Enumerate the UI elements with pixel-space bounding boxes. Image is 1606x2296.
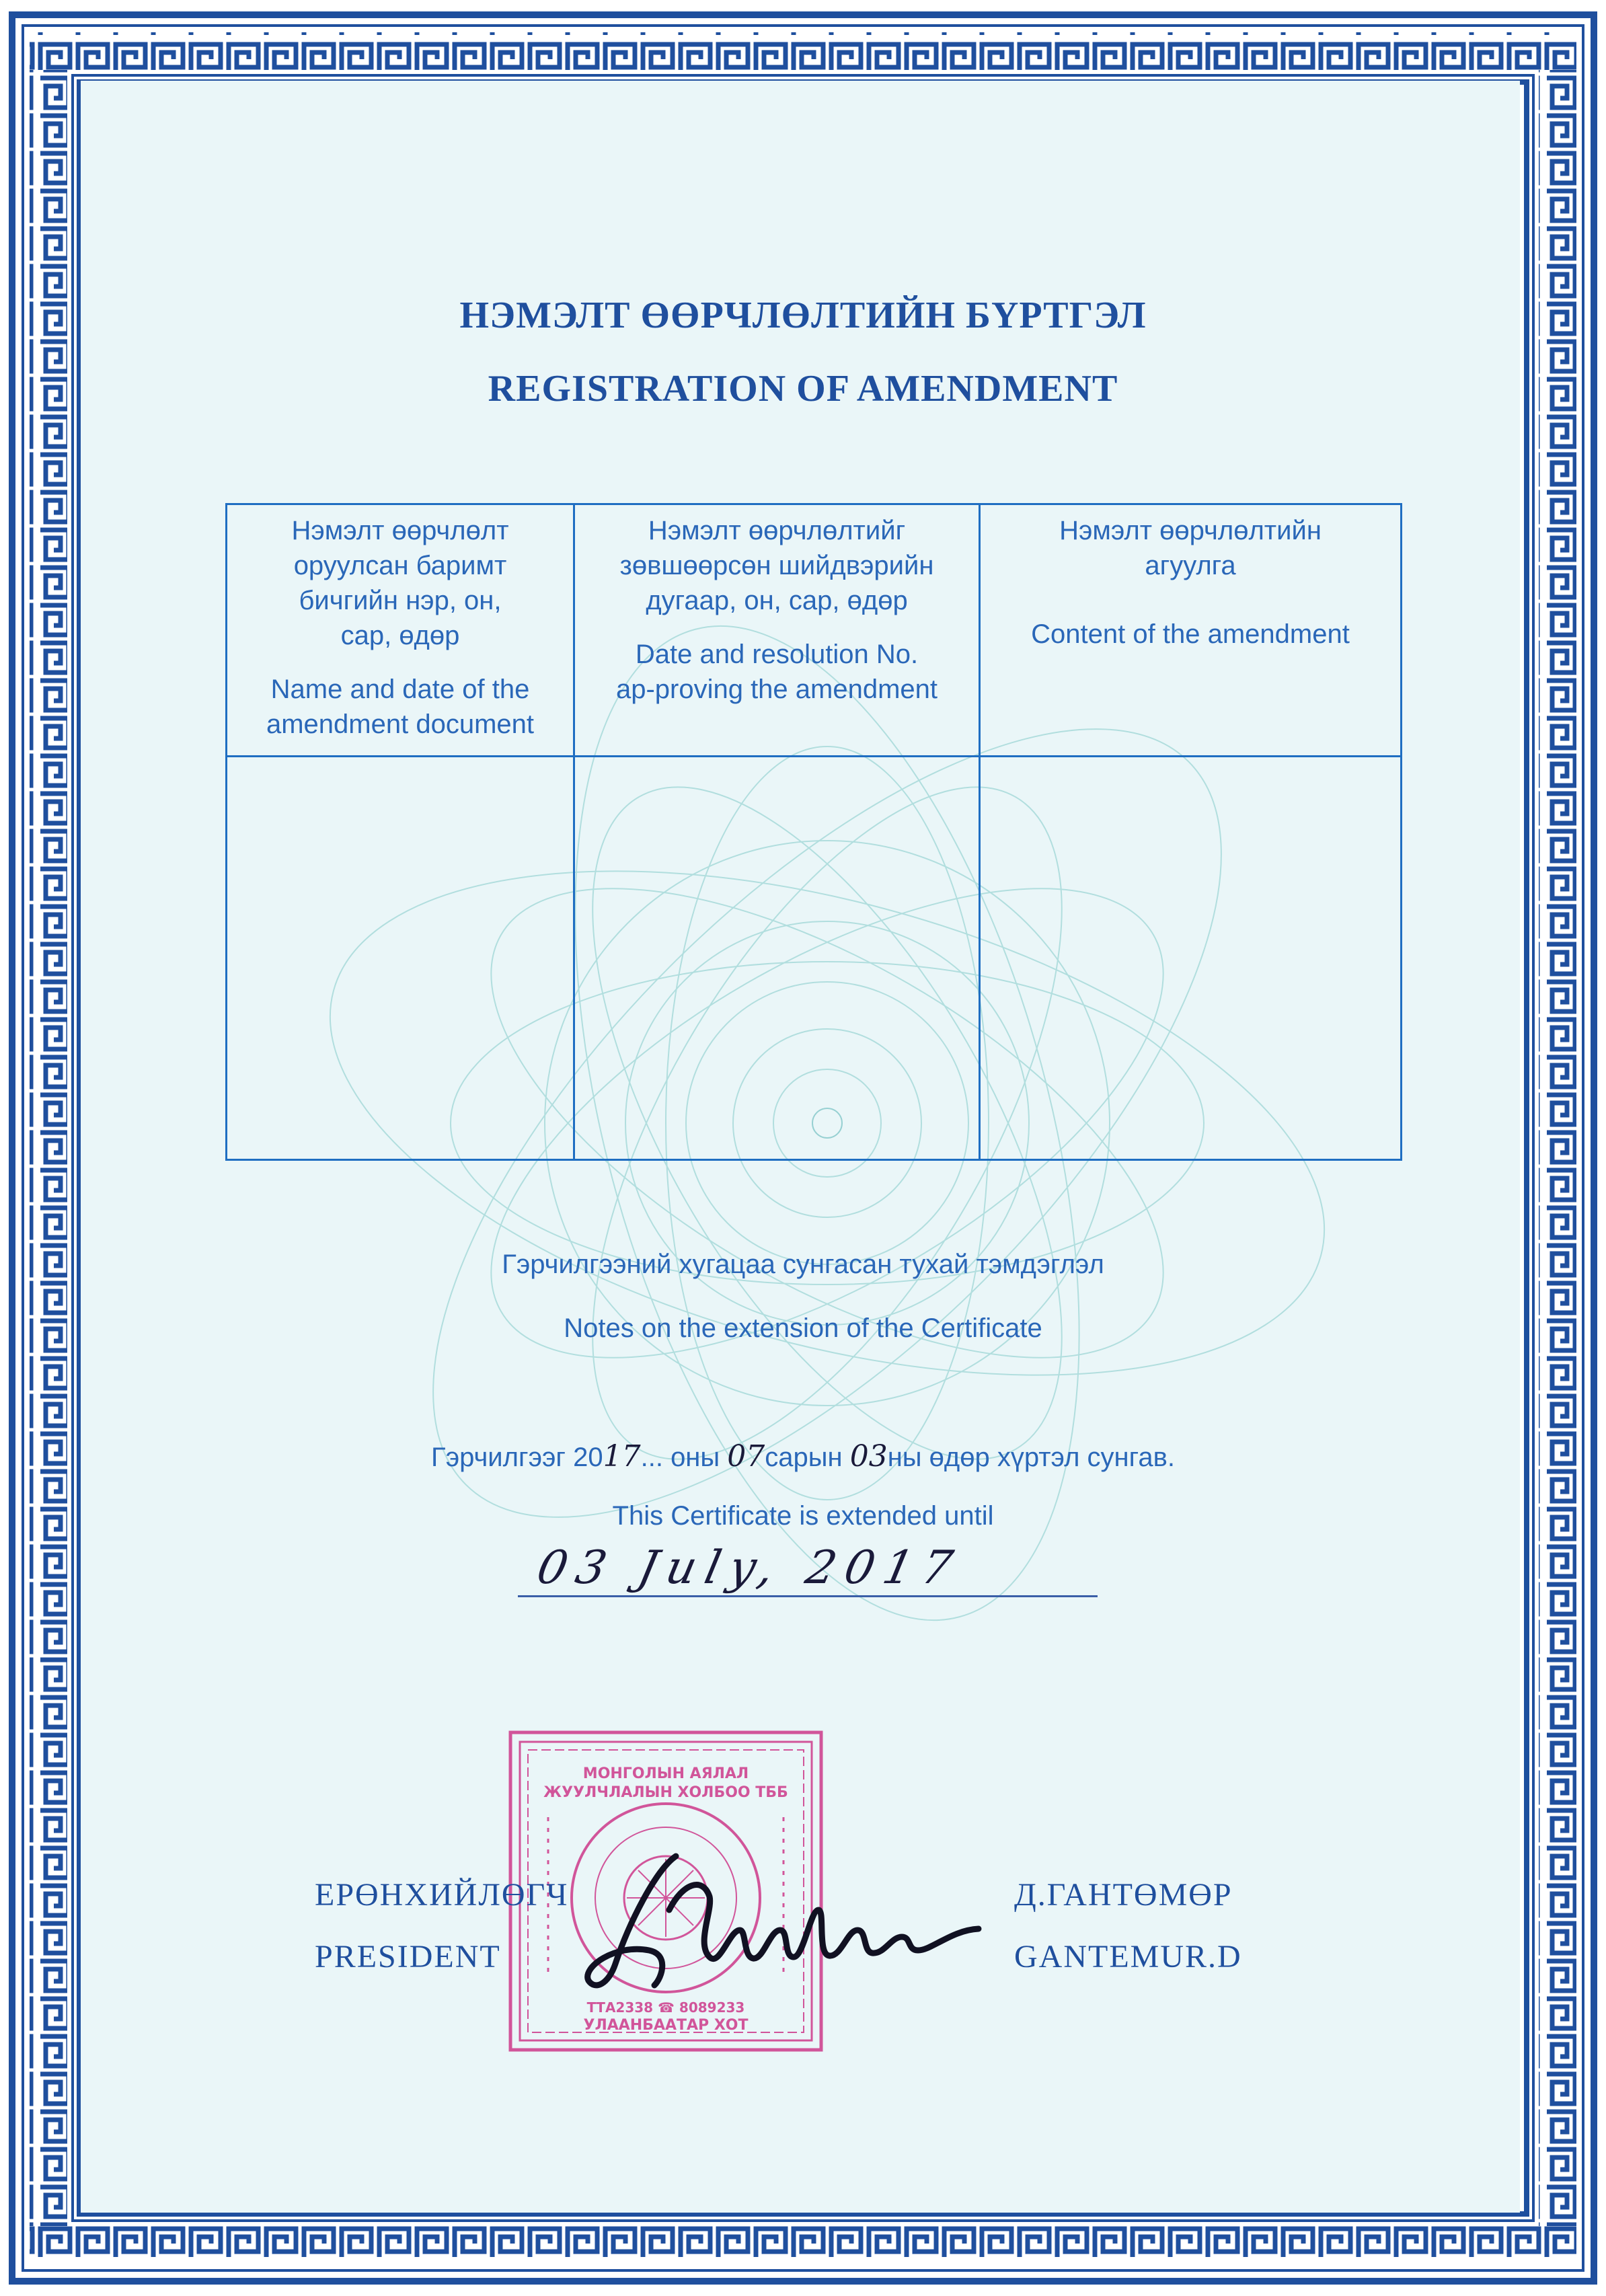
extension-heading-english: Notes on the extension of the Certificate (564, 1313, 1042, 1343)
header-text: сар, өдөр (340, 621, 460, 650)
header-text: зөвшөөрсөн шийдвэрийн (619, 551, 934, 580)
header-text: Нэмэлт өөрчлөлтийг (648, 516, 906, 545)
title-english: REGISTRATION OF AMENDMENT (488, 368, 1118, 410)
table-cell-empty (981, 757, 1400, 1159)
sentence-text: Гэрчилгээг 20 (431, 1443, 603, 1472)
column-header-content (981, 505, 1400, 755)
stamp-text: УЛААНБААТАР ХОТ (583, 2017, 749, 2034)
role-mongolian: ЕРӨНХИЙЛӨГЧ (315, 1877, 569, 1913)
handwritten-signature (575, 1829, 1005, 2004)
table-cell-empty (227, 757, 573, 1159)
sentence-text: ны өдөр хүртэл сунгав. (887, 1443, 1175, 1472)
header-text: агуулга (1145, 551, 1236, 580)
stamp-text: ТТА2338 ☎ 8089233 (586, 1999, 745, 2016)
table-cell-empty (575, 757, 979, 1159)
header-text: Content of the amendment (1031, 619, 1350, 649)
amendment-table (225, 503, 1402, 1161)
header-text: ap-proving the amendment (615, 675, 938, 704)
header-text: Date and resolution No. (635, 640, 919, 669)
name-mongolian: Д.ГАНТӨМӨР (1014, 1877, 1233, 1913)
handwritten-year: 17 (603, 1439, 641, 1474)
title-mongolian: НЭМЭЛТ ӨӨРЧЛӨЛТИЙН БҮРТГЭЛ (459, 295, 1147, 336)
header-text: amendment document (266, 710, 534, 739)
header-text: Нэмэлт өөрчлөлтийн (1059, 516, 1322, 545)
stamp-text: ЖУУЛЧЛАЛЫН ХОЛБОО ТББ (543, 1784, 788, 1801)
handwritten-month: 07 (727, 1439, 765, 1474)
header-text: оруулсан баримт (293, 551, 507, 580)
column-header-document (227, 505, 573, 755)
header-text: бичгийн нэр, он, (299, 586, 502, 615)
handwritten-day: 03 (849, 1439, 888, 1474)
header-text: дугаар, он, сар, өдөр (646, 586, 908, 615)
extension-sentence (0, 1439, 1606, 1474)
name-english: GANTEMUR.D (1014, 1939, 1242, 1975)
column-header-resolution (575, 505, 979, 755)
role-english: PRESIDENT (315, 1939, 501, 1975)
sentence-text: ... оны (640, 1443, 728, 1472)
signature-line (518, 1595, 1098, 1597)
extended-until-label: This Certificate is extended until (612, 1501, 994, 1531)
sentence-text: сарын (765, 1443, 850, 1472)
header-text: Name and date of the (270, 675, 530, 704)
stamp-text: МОНГОЛЫН АЯЛАЛ (582, 1765, 749, 1782)
extension-heading-mongolian: Гэрчилгээний хугацаа сунгасан тухай тэмдэглэл (502, 1250, 1104, 1279)
header-text: Нэмэлт өөрчлөлт (291, 516, 509, 545)
handwritten-until-date: 03 July, 2017 (532, 1541, 967, 1595)
